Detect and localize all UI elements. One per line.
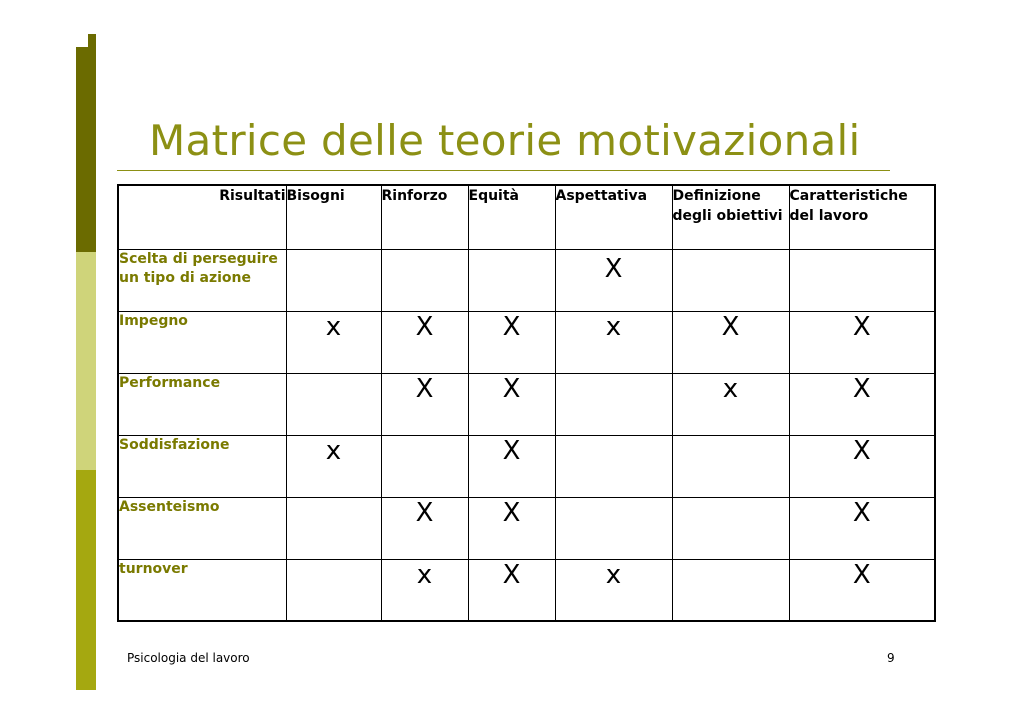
matrix-cell [789, 249, 935, 311]
table-row [118, 249, 935, 311]
row-label: Performance [118, 373, 286, 435]
slide-title: Matrice delle teorie motivazionali [149, 116, 861, 165]
matrix-cell [286, 249, 381, 311]
matrix-cell [672, 559, 789, 621]
decorative-bar-notch [88, 34, 96, 47]
decorative-bar-mid [76, 470, 96, 690]
matrix-cell [286, 373, 381, 435]
matrix-cell: X [672, 311, 789, 373]
header-cell: Risultati [118, 185, 286, 249]
matrix-cell [555, 435, 672, 497]
row-label: Soddisfazione [118, 435, 286, 497]
matrix-cell [672, 497, 789, 559]
table-row [118, 435, 935, 497]
table-row [118, 373, 935, 435]
matrix-cell: X [555, 249, 672, 311]
header-cell: Definizione degli obiettivi [672, 185, 789, 249]
matrix-cell [286, 497, 381, 559]
matrix-cell: X [468, 559, 555, 621]
matrix-cell [468, 249, 555, 311]
matrix-cell: x [286, 311, 381, 373]
matrix-cell: X [789, 435, 935, 497]
matrix-cell: X [381, 311, 468, 373]
matrix-cell: x [286, 435, 381, 497]
motivation-matrix-table [117, 184, 936, 622]
matrix-cell: X [789, 373, 935, 435]
row-label: Assenteismo [118, 497, 286, 559]
row-label: Scelta di perseguire un tipo di azione [118, 249, 286, 311]
matrix-cell: X [468, 435, 555, 497]
matrix-cell [381, 435, 468, 497]
header-cell: Aspettativa [555, 185, 672, 249]
matrix-cell: X [789, 497, 935, 559]
matrix-cell [286, 559, 381, 621]
matrix-cell: X [468, 497, 555, 559]
matrix-cell: x [555, 311, 672, 373]
matrix-cell: X [381, 373, 468, 435]
header-cell: Caratteristiche del lavoro [789, 185, 935, 249]
decorative-bar-light [76, 252, 96, 470]
row-label: turnover [118, 559, 286, 621]
matrix-cell: X [468, 373, 555, 435]
header-row [118, 185, 935, 249]
row-label: Impegno [118, 311, 286, 373]
matrix-cell [381, 249, 468, 311]
matrix-cell [555, 497, 672, 559]
table-row [118, 559, 935, 621]
header-cell: Rinforzo [381, 185, 468, 249]
matrix-cell [555, 373, 672, 435]
table-row [118, 497, 935, 559]
matrix-cell: x [381, 559, 468, 621]
header-cell: Equità [468, 185, 555, 249]
page-number: 9 [887, 651, 895, 665]
matrix-cell: X [381, 497, 468, 559]
matrix-cell: x [555, 559, 672, 621]
table-row [118, 311, 935, 373]
matrix-cell: X [789, 311, 935, 373]
matrix-cell [672, 249, 789, 311]
title-underline [117, 170, 890, 171]
matrix-cell: x [672, 373, 789, 435]
matrix-cell: X [468, 311, 555, 373]
decorative-bar-dark [76, 47, 96, 252]
matrix-cell [672, 435, 789, 497]
footer-course-name: Psicologia del lavoro [127, 651, 250, 665]
matrix-cell: X [789, 559, 935, 621]
header-cell: Bisogni [286, 185, 381, 249]
